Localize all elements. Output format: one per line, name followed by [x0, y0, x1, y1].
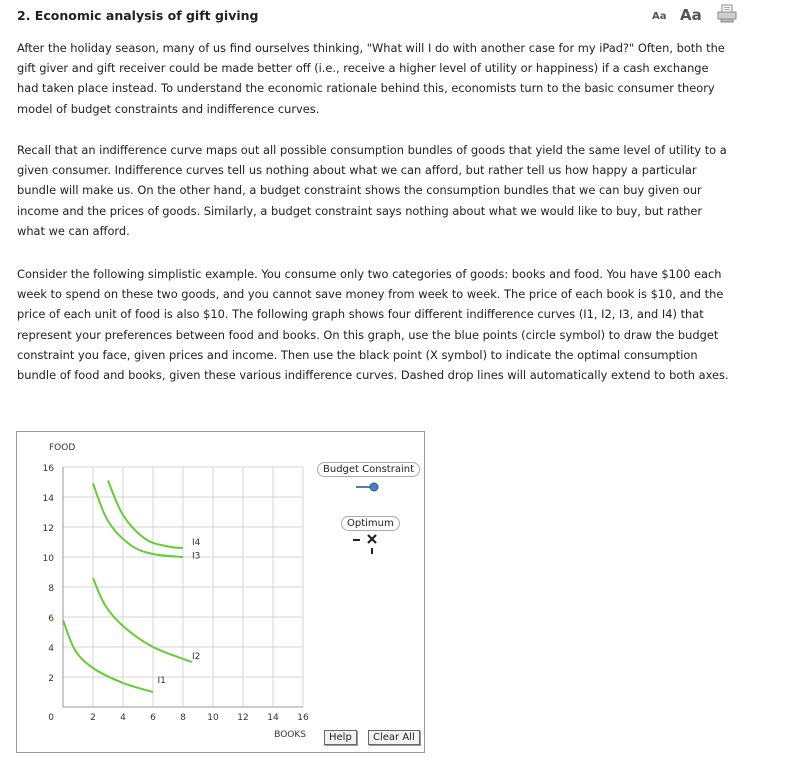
curve-label-i2: I2	[192, 652, 201, 662]
x-tick-label: 16	[297, 713, 309, 723]
x-tick-label: 14	[267, 713, 279, 723]
question-header	[17, 8, 735, 30]
curve-label-i3: I3	[192, 551, 201, 562]
x-tick-label: 10	[207, 713, 219, 723]
y-tick-label: 12	[42, 524, 54, 534]
y-axis-label: FOOD	[49, 443, 76, 453]
intro-paragraph: After the holiday season, many of us find ourselves thinking, "What will I do with another case for my iPad?" Often, both the gift giver and gift receiver could be made better off (i.e., receive a higher level of utility or happiness) if a cash exchange had taken place instead. To understand the economic rationale behind this, economists turn to the basic consumer theory model of budget constraints and indifference curves.	[17, 41, 725, 116]
indifference-curve-chart[interactable]	[17, 432, 317, 752]
indifference-curve-paragraph: Recall that an indifference curve maps out all possible consumption bundles of goods that yield the same level of utility to a given consumer. Indifference curves tell us nothing about what we can afford, but rather tell us how happy a particular bundle will make us. On the other hand, a budget constraint shows the consumption bundles that we can buy given our income and the prices of goods. Similarly, a budget constraint says nothing about what we would like to buy, but rather what we can afford.	[17, 143, 727, 238]
y-tick-label: 8	[48, 584, 54, 594]
curve-label-i4: I4	[192, 538, 201, 548]
graph-panel	[16, 431, 425, 753]
increase-font-button[interactable]: Aa	[680, 6, 702, 24]
x-tick-label: 4	[120, 713, 126, 723]
x-tick-label: 12	[237, 713, 249, 723]
example-paragraph: Consider the following simplistic example. You consume only two categories of goods: books and food. You have $100 each week to spend on these two goods, and you cannot save money from week to week. The price of each book is $10, and the price of each unit of food is also $10. The following graph shows four different indifference curves (I1, I2, I3, and I4) that represent your preferences between food and books. On this graph, use the blue points (circle symbol) to draw the budget constraint you face, given prices and income. Then use the black point (X symbol) to indicate the optimal consumption bundle of food and books, given these various indifference curves. Dashed drop lines will automatically extend to both axes.	[17, 267, 729, 383]
optimum-tool[interactable]: Optimum	[341, 516, 400, 531]
budget-constraint-tool[interactable]: Budget Constraint	[317, 462, 420, 477]
help-button[interactable]: Help	[324, 730, 357, 745]
clear-all-button[interactable]: Clear All	[368, 730, 420, 745]
x-axis-label: BOOKS	[274, 730, 306, 740]
curve-label-i1: I1	[157, 676, 166, 686]
optimum-x-icon[interactable]	[351, 532, 381, 560]
x-tick-label: 2	[90, 713, 96, 723]
indifference-curve-i1	[63, 620, 153, 692]
x-tick-label: 8	[180, 713, 186, 723]
y-tick-label: 4	[48, 644, 54, 654]
print-icon[interactable]	[717, 4, 737, 24]
decrease-font-button[interactable]: Aa	[652, 11, 667, 22]
indifference-curve-i4	[108, 481, 183, 549]
indifference-curve-i2	[93, 578, 192, 662]
y-tick-label: 6	[48, 614, 54, 624]
y-tick-label: 2	[48, 674, 54, 684]
question-title: 2. Economic analysis of gift giving	[17, 8, 259, 23]
budget-constraint-point-icon[interactable]	[355, 481, 381, 493]
y-tick-label: 16	[42, 464, 54, 474]
x-tick-label: 6	[150, 713, 156, 723]
y-tick-label: 14	[42, 494, 54, 504]
y-tick-label: 0	[48, 713, 54, 723]
y-tick-label: 10	[42, 554, 54, 564]
